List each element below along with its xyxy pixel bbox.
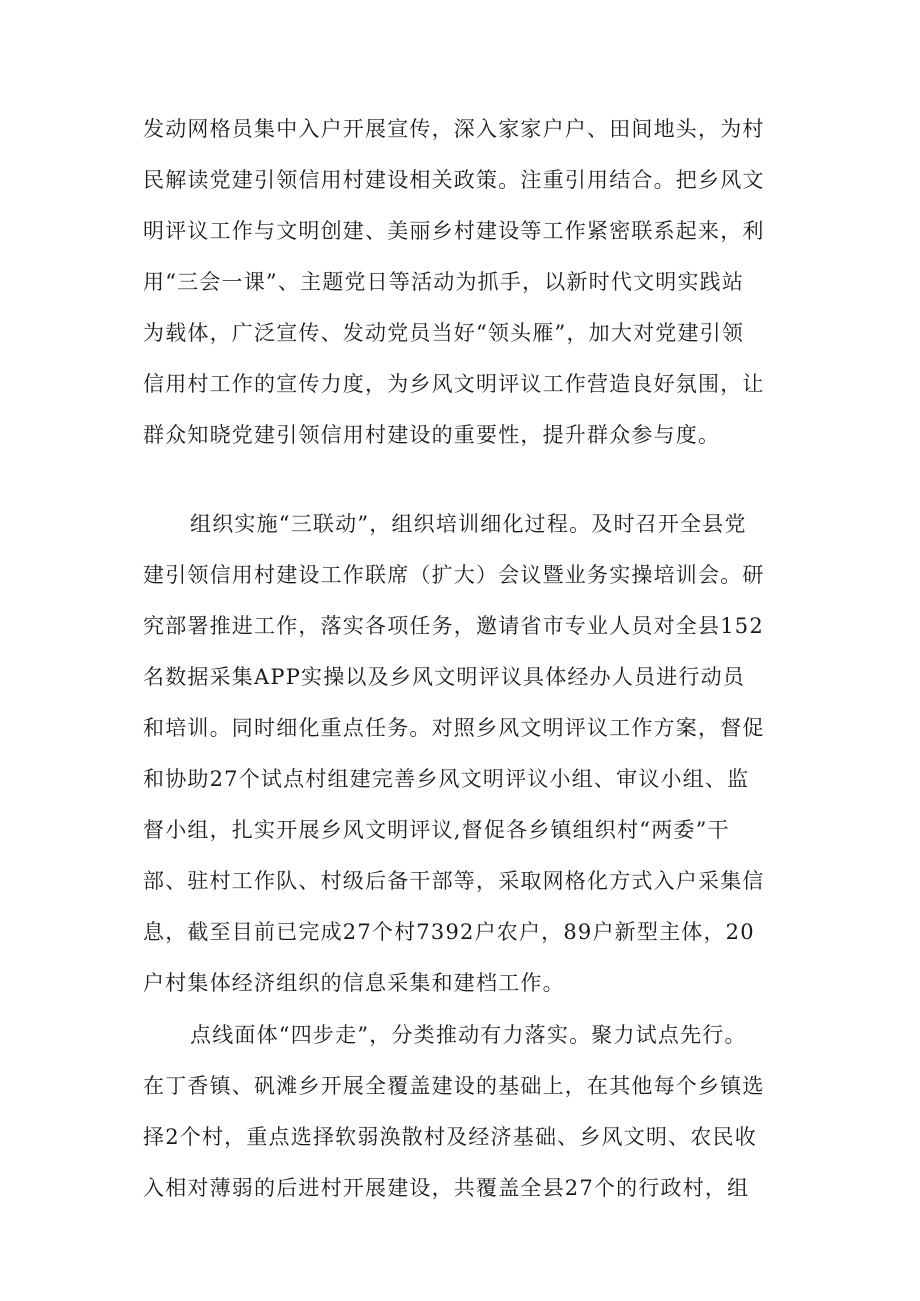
text-line: 建引领信用村建设工作联席（扩大）会议暨业务实操培训会。研 [143, 563, 765, 587]
text-line: 为载体，广泛宣传、发动党员当好“领头雁”，加大对党建引领 [143, 321, 745, 345]
text-line: 发动网格员集中入户开展宣传，深入家家户户、田间地头，为村 [143, 117, 765, 141]
text-line: 户村集体经济组织的信息采集和建档工作。 [143, 971, 565, 995]
text-line: 择2个村，重点选择软弱涣散村及经济基础、乡风文明、农民收 [143, 1125, 757, 1149]
text-line: 入相对薄弱的后进村开展建设，共覆盖全县27个的行政村，组 [143, 1176, 750, 1200]
text-line: 和培训。同时细化重点任务。对照乡风文明评议工作方案，督促 [143, 716, 765, 740]
text-line: 民解读党建引领信用村建设相关政策。注重引用结合。把乡风文 [143, 168, 765, 192]
text-line-indented: 组织实施“三联动”，组织培训细化过程。及时召开全县党 [190, 512, 747, 536]
text-line: 部、驻村工作队、村级后备干部等，采取网格化方式入户采集信 [143, 869, 765, 893]
text-line: 信用村工作的宣传力度，为乡风文明评议工作营造良好氛围，让 [143, 372, 765, 396]
text-line: 督小组，扎实开展乡风文明评议,督促各乡镇组织村“两委”干 [143, 818, 730, 842]
text-line: 群众知晓党建引领信用村建设的重要性，提升群众参与度。 [143, 423, 721, 447]
text-line-indented: 点线面体“四步走”，分类推动有力落实。聚力试点先行。 [190, 1023, 747, 1047]
text-line: 在丁香镇、矾滩乡开展全覆盖建设的基础上，在其他每个乡镇选 [143, 1074, 765, 1098]
text-line: 究部署推进工作，落实各项任务，邀请省市专业人员对全县152 [143, 614, 764, 638]
text-line: 用“三会一课”、主题党日等活动为抓手，以新时代文明实践站 [143, 270, 745, 294]
text-line: 息，截至目前已完成27个村7392户农户，89户新型主体，20 [143, 920, 755, 944]
text-line: 和协助27个试点村组建完善乡风文明评议小组、审议小组、监 [143, 767, 750, 791]
text-line: 名数据采集APP实操以及乡风文明评议具体经办人员进行动员 [143, 665, 746, 689]
text-line: 明评议工作与文明创建、美丽乡村建设等工作紧密联系起来，利 [143, 219, 765, 243]
